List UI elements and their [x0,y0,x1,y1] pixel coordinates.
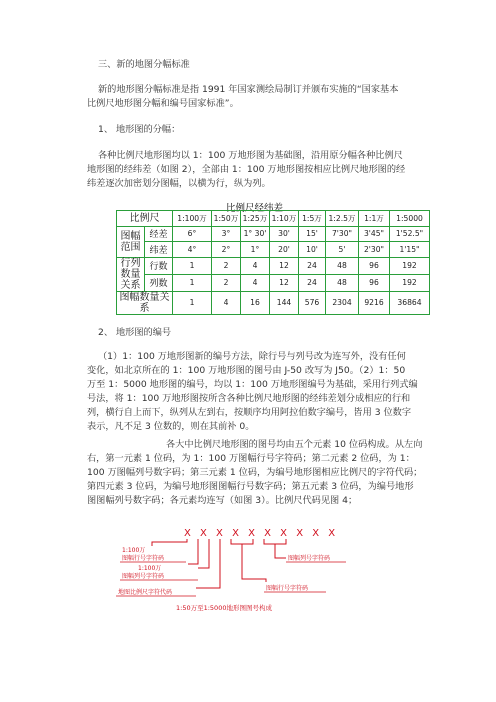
table-row [117,291,430,314]
sub1-line-2: 地形图的经纬差（如图 2），全部由 1：100 万地形图按相应比例尺地形图的经 [87,164,406,175]
connector-line [152,539,187,546]
row-label: 经差 [145,226,173,242]
table-cell: 9216 [359,291,390,314]
bracket-line [264,539,286,544]
table-cell: 1 [173,274,212,291]
table-cell: 48 [326,257,359,274]
table-cell: 12 [270,274,299,291]
intro-line-1: 新的地形图分幅标准是指 1991 年国家测绘局制订并颁布实施的“国家基本 [98,84,399,95]
table-cell: 36864 [390,291,430,314]
label-row-code-2: 图幅行号字符码 [122,555,165,562]
bracket-line [231,539,253,544]
table-header-row [117,211,430,227]
connector-line [242,544,266,582]
scale-cell: 1:5万 [299,211,326,227]
section-title: 三、新的地图分幅标准 [98,59,190,70]
range-label: 图幅范围 [117,226,145,257]
sub3-line-3: 100 万图幅列号数字码；第三元素 1 位码，为编号地形图相应比例尺的字符代码； [87,467,423,478]
table-cell: 30' [270,226,299,242]
label-sheet-row: 图幅行号字符码 [266,585,309,592]
table-cell: 4 [212,291,241,314]
scale-cell: 1:2.5万 [326,211,359,227]
sub3-line-4: 第四元素 3 位码，为编号地形图图幅行号数字码；第五元素 3 位码，为编号地形 [87,481,414,492]
table-cell: 2° [212,242,241,258]
connector-line [198,539,209,568]
table-cell: 10' [299,242,326,258]
table-cell: 4° [173,242,212,258]
table-cell: 24 [299,274,326,291]
table-cell: 192 [390,257,430,274]
sub1-line-3: 纬差逐次加密划分图幅，以横为行，纵为列。 [87,178,271,189]
sub2-line-6: 表示，凡不足 3 位数的，则在其前补 0。 [87,421,255,432]
header-label: 比例尺 [117,211,173,227]
table-cell: 96 [359,274,390,291]
scale-cell: 1:10万 [270,211,299,227]
table-cell: 4 [241,274,270,291]
scale-cell: 1:5000 [390,211,430,227]
sub3-line-2: 右，第一元素 1 位码，为 1：100 万图幅行号字符码；第二元素 2 位码，为 1： [87,453,415,464]
label-row-code-1: 1:100万 [122,547,146,554]
table-row [117,242,430,258]
row-label: 列数 [145,274,173,291]
table-cell: 2'30" [359,242,390,258]
table-caption: 比例尺经纬差 [226,203,284,214]
table-cell: 192 [390,274,430,291]
table-cell: 4 [241,257,270,274]
table-cell: 20' [270,242,299,258]
label-sheet-col: 图幅列号字符码 [288,555,331,562]
label-col-code-2: 图幅列号字符码 [122,573,165,580]
label-scale-code: 地图比例尺字符代码 [118,589,173,596]
code-structure-diagram [116,524,366,620]
label-col-code-1: 1:100万 [138,565,162,572]
table-cell: 5' [326,242,359,258]
table-cell: 3° [212,226,241,242]
sub1-line-1: 各种比例尺地形图均以 1：100 万地形图为基础图，沿用原分幅各种比例尺 [98,150,403,161]
table-cell: 1'52.5" [390,226,430,242]
table-cell: 96 [359,257,390,274]
subsection-2-title: 2、 地形图的编号 [98,327,172,338]
table-cell: 144 [270,291,299,314]
table-row [117,274,430,291]
table-cell: 576 [299,291,326,314]
scale-cell: 1:1万 [359,211,390,227]
table-cell: 7'30" [326,226,359,242]
table-row [117,257,430,274]
table-cell: 2304 [326,291,359,314]
sub3-line-1: 各大中比例尺地形图的图号均由五个元素 10 位码构成。从左向 [166,439,423,450]
table-cell: 16 [241,291,270,314]
table-cell: 1 [173,291,212,314]
sub3-line-5: 图图幅列号数字码；各元素均连写（如图 3）。比例尺代码见图 4； [87,495,358,506]
table-cell: 15' [299,226,326,242]
table-cell: 1'15" [390,242,430,258]
scale-cell: 1:100万 [173,211,212,227]
scale-cell: 1:25万 [241,211,270,227]
count-label: 图幅数量关系 [117,291,173,314]
sub2-line-4: 号法，将 1：100 万地形图按所含各种比例尺地形图的经纬差划分成相应的行和 [87,393,411,404]
sub2-line-1: （1）1：100 万地形图新的编号方法，除行号与列号改为连写外，没有任何 [98,351,406,362]
table-cell: 2 [212,257,241,274]
connector-line [196,539,220,588]
table-cell: 48 [326,274,359,291]
table-cell: 24 [299,257,326,274]
diagram-caption: 1:50万至1:5000地形图图号构成 [176,604,272,612]
relation-label-1: 行列数量 [120,257,141,280]
table-cell: 1° 30' [241,226,270,242]
relation-label-2: 关系 [120,279,141,291]
scale-table [116,210,430,315]
table-row [117,226,430,242]
sub2-line-2: 变化，如北京所在的 1：100 万地形图的图号由 J-50 改写为 J50。（2）1：50 [87,365,406,376]
table-cell: 1 [173,257,212,274]
row-label: 纬差 [145,242,173,258]
code-placeholder: X X X X X X X X X X [184,528,339,539]
table-cell: 1° [241,242,270,258]
row-label: 行数 [145,257,173,274]
table-cell: 2 [212,274,241,291]
table-cell: 6° [173,226,212,242]
sub2-line-3: 万至 1：5000 地形图的编号，均以 1：100 万地形图编号为基础，采用行列式编 [87,379,418,390]
intro-line-2: 比例尺地形图分幅和编号国家标准”。 [87,98,239,109]
scale-cell: 1:50万 [212,211,241,227]
table-cell: 3'45" [359,226,390,242]
relation-label [117,257,145,291]
table-cell: 12 [270,257,299,274]
connector-line [188,539,198,564]
connector-line [275,544,286,558]
subsection-1-title: 1、 地形图的分幅： [98,124,181,135]
sub2-line-5: 列，横行自上而下，纵列从左到右，按顺序均用阿拉伯数字编号，皆用 3 位数字 [87,407,412,418]
